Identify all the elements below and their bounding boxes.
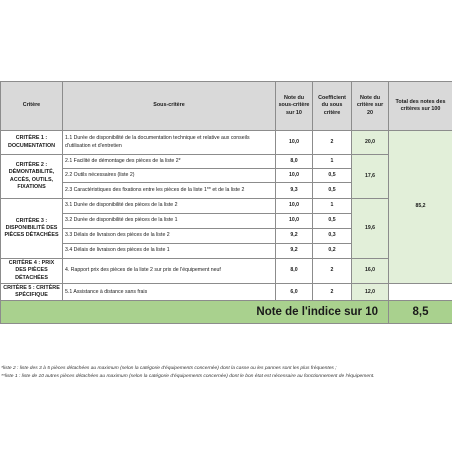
header-row: [1, 82, 452, 131]
criterion-label: CRITÈRE 1 : DOCUMENTATION: [1, 131, 63, 155]
sub-criterion-note: 9,2: [276, 229, 313, 244]
sub-criterion-coefficient: 0,3: [313, 229, 352, 244]
criterion-score: 19,6: [352, 199, 389, 259]
criterion-score: 17,6: [352, 155, 389, 199]
sub-criterion: 2.3 Caractéristiques des fixations entre les pièces de la liste 1** et de la liste 2: [63, 183, 276, 199]
criterion-label: CRITÈRE 4 : PRIX DES PIÈCES DÉTACHÉES: [1, 259, 63, 284]
sub-criterion-note: 8,0: [276, 259, 313, 284]
sub-criterion-coefficient: 1: [313, 155, 352, 169]
sub-criterion: 3.3 Délais de livraison des pièces de la liste 2: [63, 229, 276, 244]
sub-criterion-note: 10,0: [276, 199, 313, 214]
total-sum: 85,2: [389, 131, 452, 284]
header-note-sous-critere: Note du sous-critère sur 10: [276, 82, 313, 131]
sub-criterion: 3.4 Délais de livraison des pièces de la liste 1: [63, 244, 276, 259]
criterion-label: CRITÈRE 5 : CRITÈRE SPÉCIFIQUE: [1, 283, 63, 301]
criterion-score: 12,0: [352, 283, 389, 301]
sub-criterion-coefficient: 2: [313, 259, 352, 284]
sub-criterion-coefficient: 1: [313, 199, 352, 214]
sub-criterion-coefficient: 2: [313, 131, 352, 155]
footnote-liste-1: **liste 1 : liste de 10 autres pièces détachées au maximum (selon la catégorie d'équipements concernée) dont le bon état est nécessaire au fonctionnement de l'équipement.: [1, 373, 375, 379]
sub-criterion-coefficient: 0,5: [313, 214, 352, 229]
table-row: [1, 131, 452, 155]
sub-criterion: 4. Rapport prix des pièces de la liste 2 sur prix de l'équipement neuf: [63, 259, 276, 284]
sub-criterion-coefficient: 2: [313, 283, 352, 301]
sub-criterion: 1.1 Durée de disponibilité de la documentation technique et relative aux conseils d'utilisation et d'entretien: [63, 131, 276, 155]
sub-criterion: 2.2 Outils nécessaires (liste 2): [63, 169, 276, 183]
table-row: [1, 283, 452, 301]
header-note-critere: Note du critère sur 20: [352, 82, 389, 131]
sub-criterion-note: 10,0: [276, 169, 313, 183]
criterion-score: 20,0: [352, 131, 389, 155]
sub-criterion-note: 10,0: [276, 214, 313, 229]
table-row: [1, 199, 452, 214]
criterion-label: CRITÈRE 3 : DISPONIBILITÉ DES PIÈCES DÉTACHÉES: [1, 199, 63, 259]
criterion-score: 16,0: [352, 259, 389, 284]
sub-criterion: 2.1 Facilité de démontage des pièces de la liste 2*: [63, 155, 276, 169]
table-row: [1, 259, 452, 284]
header-critere: Critère: [1, 82, 63, 131]
footnote-liste-2: *liste 2 : liste des 3 à 5 pièces détachées au maximum (selon la catégorie d'équipements concernée) dont la casse ou les pannes sont les plus fréquentes ;: [1, 366, 337, 371]
sub-criterion-coefficient: 0,5: [313, 169, 352, 183]
table-row: [1, 155, 452, 169]
index-label: Note de l'indice sur 10: [1, 301, 389, 324]
sub-criterion-note: 8,0: [276, 155, 313, 169]
header-sous-critere: Sous-critère: [63, 82, 276, 131]
sub-criterion: 3.1 Durée de disponibilité des pièces de la liste 2: [63, 199, 276, 214]
header-total: Total des notes des critères sur 100: [389, 82, 452, 131]
sub-criterion-note: 9,3: [276, 183, 313, 199]
sub-criterion-note: 6,0: [276, 283, 313, 301]
footnotes: [1, 365, 449, 380]
criterion-label: CRITÈRE 2 : DÉMONTABILITÉ, ACCÈS, OUTILS, FIXATIONS: [1, 155, 63, 199]
sub-criterion-coefficient: 0,2: [313, 244, 352, 259]
sub-criterion-note: 9,2: [276, 244, 313, 259]
sub-criterion-note: 10,0: [276, 131, 313, 155]
header-coefficient: Coefficient du sous critère: [313, 82, 352, 131]
index-value: 8,5: [389, 301, 452, 324]
repairability-index-table-container: [0, 81, 452, 324]
index-row: [1, 301, 452, 324]
sub-criterion-coefficient: 0,5: [313, 183, 352, 199]
sub-criterion: 3.2 Durée de disponibilité des pièces de la liste 1: [63, 214, 276, 229]
repairability-index-table: [0, 81, 452, 324]
blank-cell: [389, 283, 452, 301]
sub-criterion: 5.1 Assistance à distance sans frais: [63, 283, 276, 301]
